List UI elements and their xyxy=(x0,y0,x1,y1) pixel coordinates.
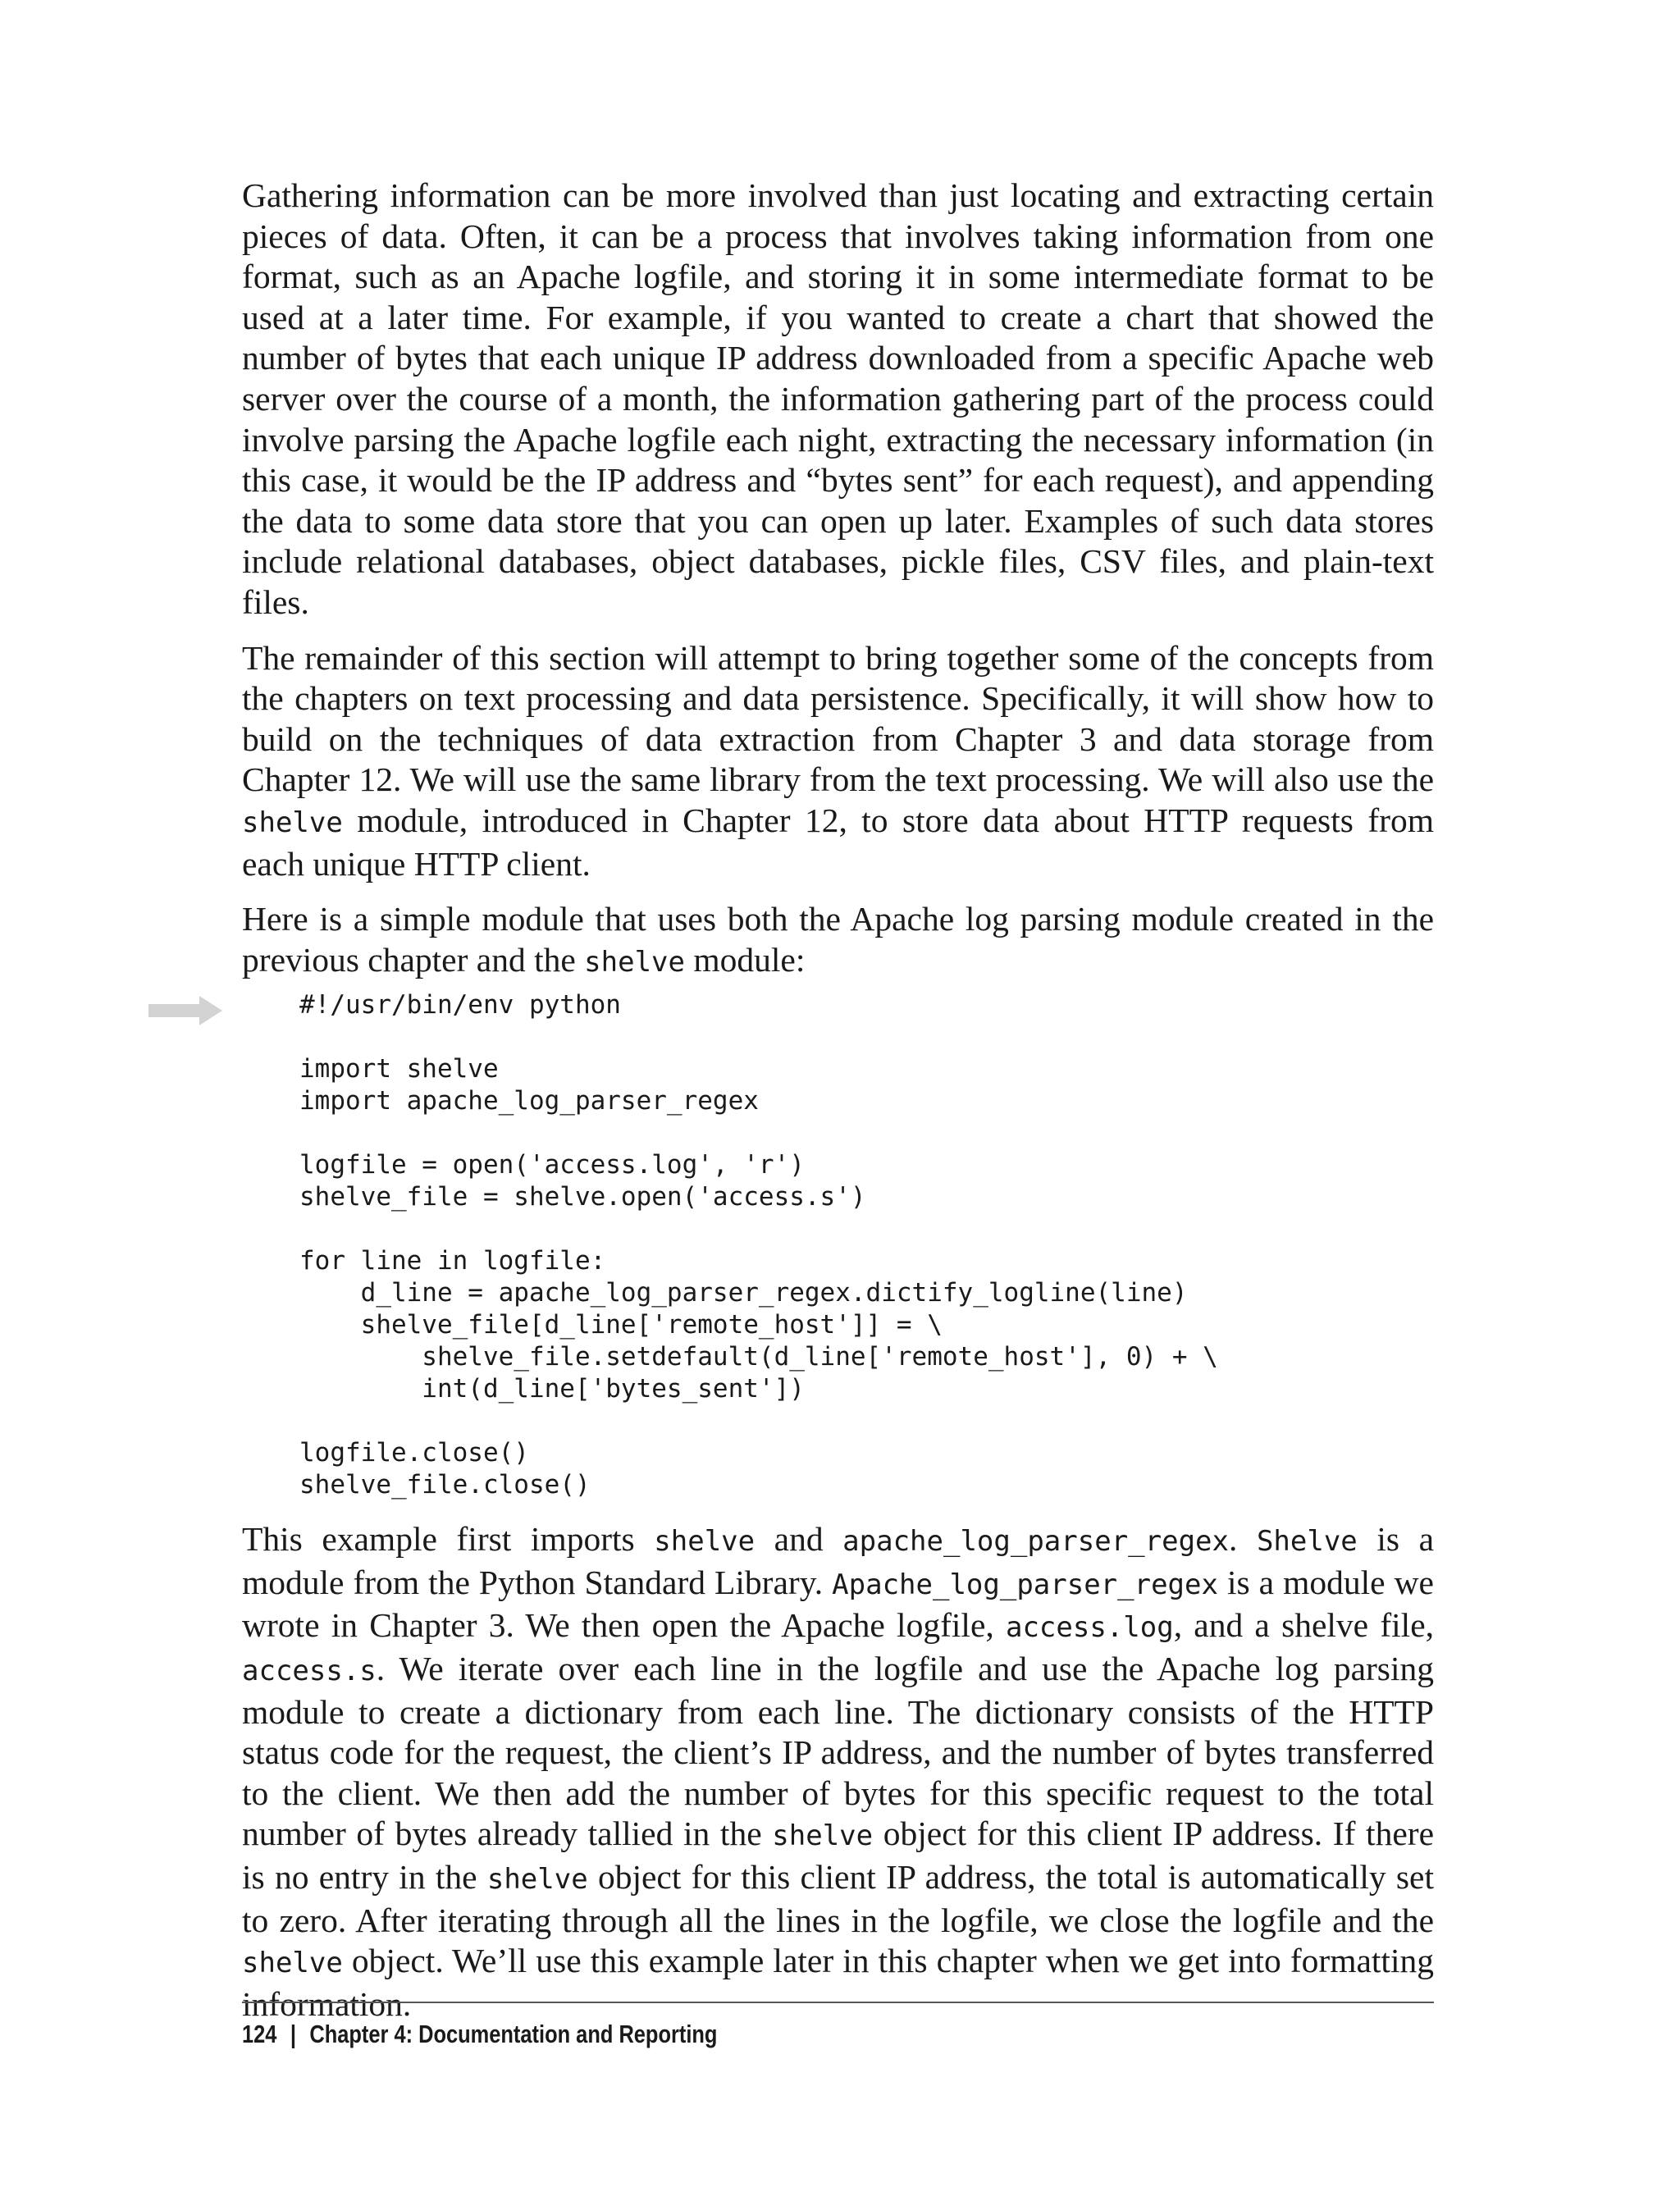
paragraph-intro: Gathering information can be more involved than just locating and extracting certain pieces of data. Often, it can be a process that involves taking information from one format, such as an Apache logfile, and storing it in some intermediate format to be used at a later time. For example, if you wanted to create a chart that showed the number of bytes that each unique IP address downloaded from a specific Apache web server over the course of a month, the information gathering part of the process could involve parsing the Apache logfile each night, extracting the necessary information (in this case, it would be the IP address and “bytes sent” for each request), and appending the data to some data store that you can open up later. Examples of such data stores include relational databases, object databases, pickle files, CSV files, and plain-text files. xyxy=(242,176,1434,621)
page-body xyxy=(242,176,1434,2039)
text-run: is a module from the Python Standard Library. xyxy=(242,1520,1435,1601)
page-number: 124 xyxy=(242,2020,277,2048)
text-run: object for this client IP address, the total is automatically set to zero. After iterating through all the lines in the logfile, we close the logfile and the xyxy=(242,1858,1434,1939)
inline-code: shelve xyxy=(772,1819,874,1853)
inline-code: Apache_log_parser_regex xyxy=(832,1568,1218,1601)
text-run: is a module we wrote in Chapter 3. We then open the Apache logfile, xyxy=(242,1563,1434,1645)
text-run: The remainder of this section will attempt to bring together some of the concepts from the chapters on text processing and data persistence. Specifically, it will show how to build on the techniques of data extraction from Chapter 3 and data storage from Chapter 12. We will use the same library from the text processing. We will also use the xyxy=(242,638,1434,799)
inline-code: access.s xyxy=(242,1655,377,1688)
text-run: , and a shelve file, xyxy=(1173,1606,1434,1645)
text-run: object for this client IP address. If there is no entry in the xyxy=(242,1815,1434,1897)
inline-code: shelve xyxy=(654,1525,756,1559)
text-run: This example first imports xyxy=(242,1520,655,1559)
inline-code: shelve xyxy=(486,1863,588,1897)
text-run: module, introduced in Chapter 12, to store data about HTTP requests from each unique HTTP client. xyxy=(242,801,1434,883)
paragraph-section-overview xyxy=(242,638,1434,885)
text-run: object. We’ll use this example later in this chapter when we get into formatting information. xyxy=(242,1942,1434,2023)
inline-code: access.log xyxy=(1005,1611,1174,1645)
page-footer xyxy=(242,2002,1434,2049)
paragraph-explanation xyxy=(242,1519,1434,2025)
text-run: . xyxy=(1228,1520,1257,1559)
inline-code: apache_log_parser_regex xyxy=(842,1525,1229,1559)
right-arrow-icon xyxy=(148,996,222,1025)
running-footer xyxy=(242,2020,1219,2049)
inline-code: shelve xyxy=(242,1947,343,1980)
inline-code: shelve xyxy=(584,945,685,979)
footer-separator: | xyxy=(290,2020,296,2048)
chapter-title: Chapter 4: Documentation and Reporting xyxy=(309,2020,718,2048)
text-run: Here is a simple module that uses both the Apache log parsing module created in the previous chapter and the xyxy=(242,900,1434,979)
footer-divider xyxy=(242,2002,1434,2003)
text-run: module: xyxy=(684,940,806,979)
code-example xyxy=(242,989,1434,1501)
text-run: . We iterate over each line in the logfile and use the Apache log parsing module to create a dictionary from each line. The dictionary consists of the HTTP status code for the request, the client’s IP address, and the number of bytes transferred to the client. We then add the number of bytes for this specific request to the total number of bytes already tallied in the xyxy=(242,1650,1434,1853)
inline-code: shelve xyxy=(242,806,343,839)
paragraph-module-intro xyxy=(242,899,1434,983)
inline-code: Shelve xyxy=(1256,1525,1358,1559)
text-run: and xyxy=(755,1520,843,1559)
code-listing: #!/usr/bin/env python import shelve import apache_log_parser_regex logfile = open('access.log', 'r') shelve_file = shelve.open('access.s') for line in logfile: d_line = apache_log_parser_regex.dictify_logline(line) shelve_file[d_line['remote_host']] = \ shelve_file.setdefault(d_line['remote_host'], 0) + \ int(d_line['bytes_sent']) logfile.close() shelve_file.close() xyxy=(299,990,1218,1500)
